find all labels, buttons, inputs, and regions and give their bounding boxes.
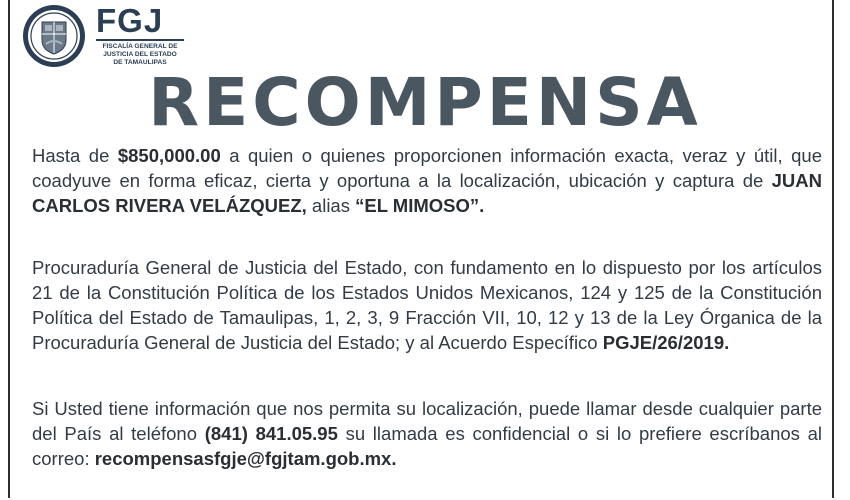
reward-paragraph	[32, 143, 822, 218]
wanted-alias: “EL MIMOSO”.	[355, 195, 485, 216]
state-seal-icon	[22, 4, 86, 68]
fgj-logo	[96, 4, 196, 67]
contact-paragraph	[32, 396, 822, 471]
p3-text-1: Si Usted tiene información que nos permita su localización, puede llamar desde cualquier parte del País al teléfono	[32, 398, 822, 444]
p1-text-3: alias	[306, 195, 356, 216]
p1-text-2: a quien o quienes proporcionen información exacta, veraz y útil, que coadyuve en forma eficaz, cierta y oportuna a la localización, ubicación y captura de	[32, 145, 823, 191]
phone-number: (841) 841.05.95	[204, 423, 338, 444]
legal-basis-paragraph	[32, 255, 822, 355]
reward-amount: $850,000.00	[117, 145, 221, 166]
agreement-number: PGJE/26/2019.	[602, 332, 730, 353]
logo-rule	[96, 39, 184, 41]
p3-text-2: su llamada es confidencial o si lo prefiere escríbanos al correo:	[32, 423, 823, 469]
p2-text-1: Procuraduría General de Justicia del Estado, con fundamento en lo dispuesto por los artículos 21 de la Constitución Política de los Estados Unidos Mexicanos, 124 y 125 de la Constitución Política del Estado de Tamaulipas, 1, 2, 3, 9 Fracción VII, 10, 12 y 13 de la Ley Órganica de la Procuraduría General de Justicia del Estado; y al Acuerdo Específico	[32, 257, 822, 353]
contact-email: recompensasfgje@fgjtam.gob.mx.	[94, 448, 397, 469]
logo-name: FGJ	[96, 2, 164, 39]
logo-subtitle-2: JUSTICIA DEL ESTADO	[103, 51, 177, 58]
reward-headline: RECOMPENSA	[148, 64, 702, 141]
logo-subtitle-3: DE TAMAULIPAS	[113, 59, 167, 66]
p1-text-1: Hasta de	[32, 145, 118, 166]
logo-subtitle-1: FISCALÍA GENERAL DE	[102, 43, 178, 50]
wanted-name: JUAN CARLOS RIVERA VELÁZQUEZ,	[32, 170, 822, 216]
